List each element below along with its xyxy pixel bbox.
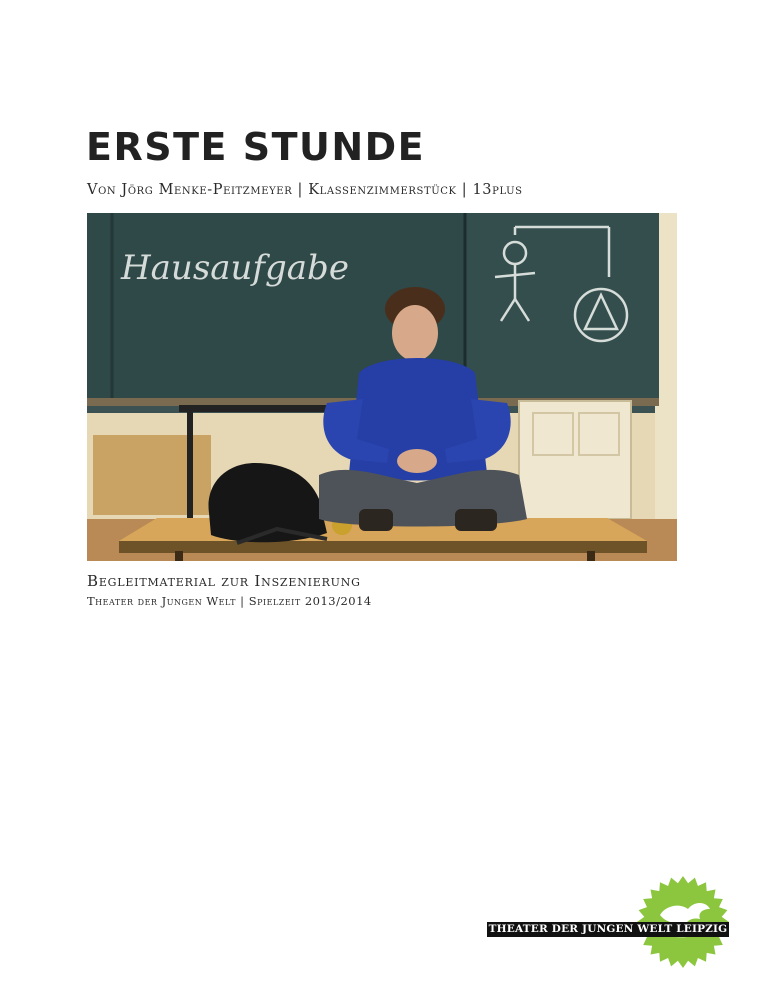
theater-logo-text: THEATER DER JUNGEN WELT LEIPZIG <box>488 923 728 935</box>
caption-subtitle: Theater der Jungen Welt | Spielzeit 2013/2014 <box>87 594 372 608</box>
document-subtitle: Von Jörg Menke-Peitzmeyer | Klassenzimmerstück | 13plus <box>87 182 523 198</box>
chalk-text: Hausaufgabe <box>121 248 349 288</box>
production-photo <box>87 213 677 561</box>
document-title: ERSTE STUNDE <box>86 125 426 169</box>
caption-title: Begleitmaterial zur Inszenierung <box>87 572 361 590</box>
